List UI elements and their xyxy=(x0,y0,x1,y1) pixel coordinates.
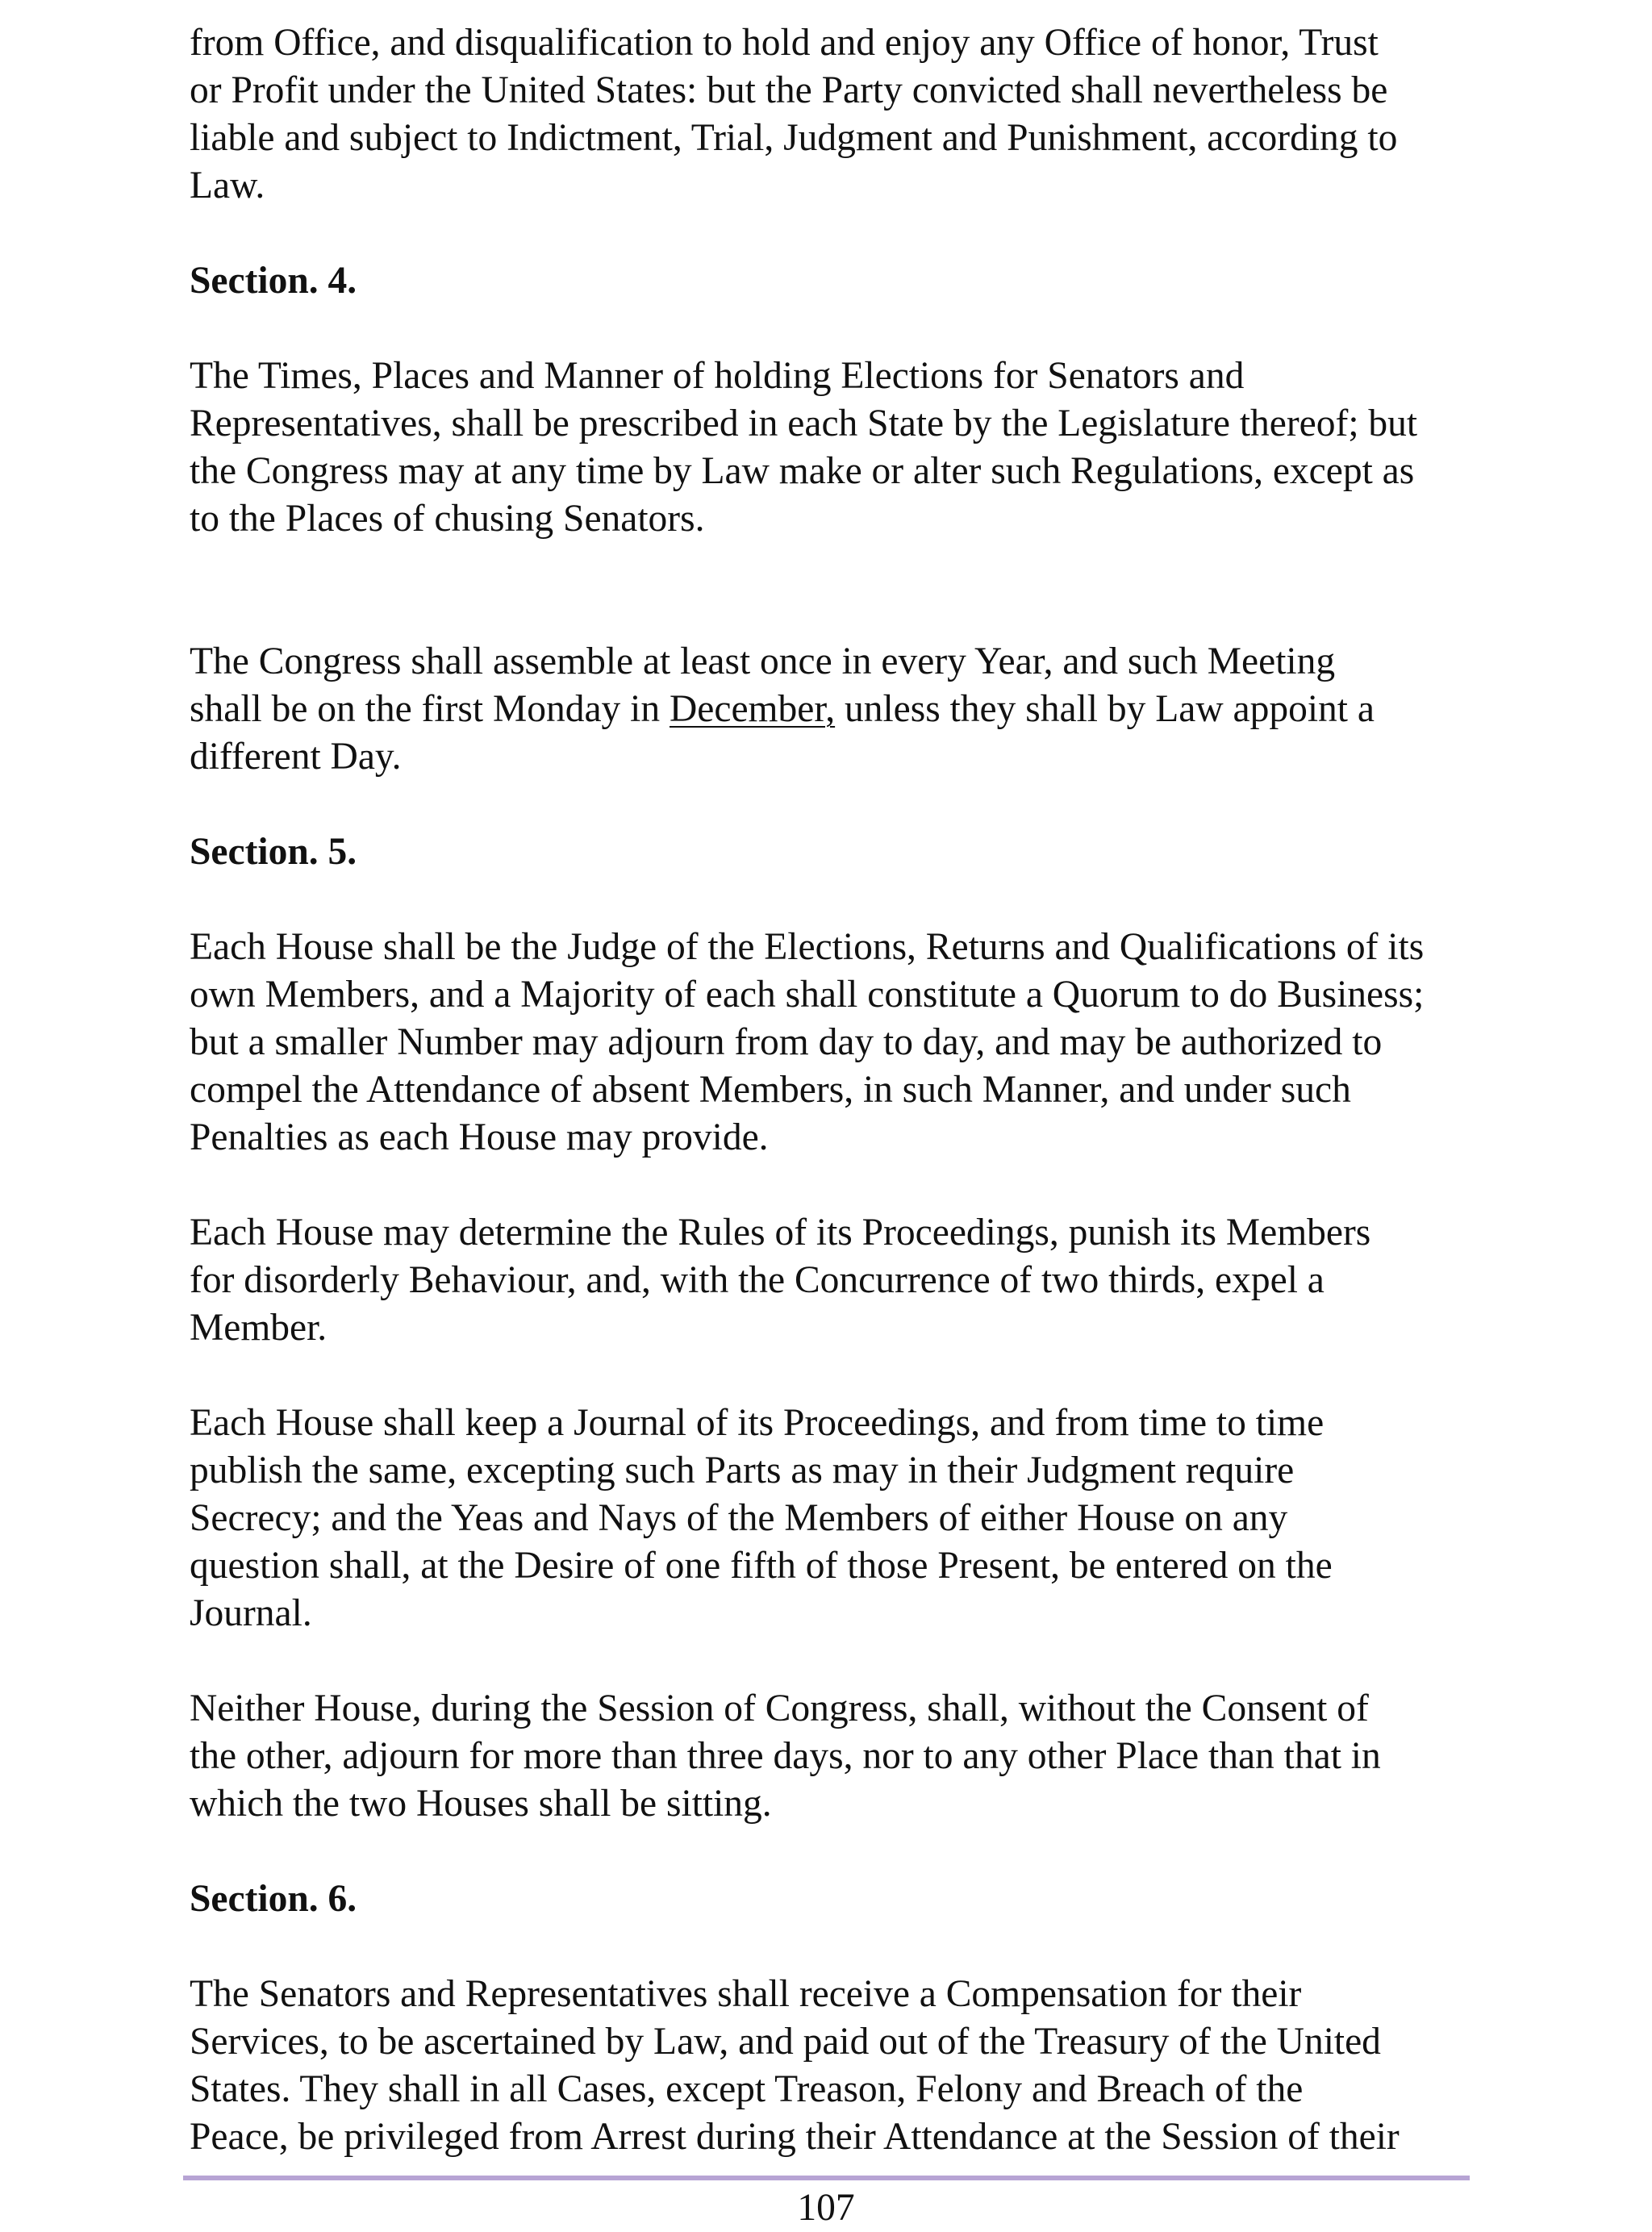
paragraph-house-rules xyxy=(190,1209,1480,1352)
text-line: Each House shall keep a Journal of its Proceedings, and from time to time xyxy=(190,1402,1325,1444)
section-6-heading: Section. 6. xyxy=(190,1878,357,1920)
text-line: The Times, Places and Manner of holding Elections for Senators and xyxy=(190,355,1245,397)
text-line: for disorderly Behaviour, and, with the Concurrence of two thirds, expel a xyxy=(190,1259,1325,1301)
text-line: Law. xyxy=(190,165,265,207)
text-line: which the two Houses shall be sitting. xyxy=(190,1783,772,1825)
text-line: Each House shall be the Judge of the Elections, Returns and Qualifications of its xyxy=(190,926,1425,968)
text-line: Member. xyxy=(190,1307,327,1349)
underlined-december: December, xyxy=(669,688,836,730)
text-line: to the Places of chusing Senators. xyxy=(190,498,705,540)
text-line: from Office, and disqualification to hold and enjoy any Office of honor, Trust xyxy=(190,22,1379,64)
paragraph-house-judge xyxy=(190,924,1480,1162)
paragraph-elections xyxy=(190,353,1480,543)
text-line: the other, adjourn for more than three days, nor to any other Place than that in xyxy=(190,1735,1381,1777)
document-page xyxy=(190,19,1480,2161)
text-line: Secrecy; and the Yeas and Nays of the Members of either House on any xyxy=(190,1497,1288,1539)
paragraph-impeachment-judgment xyxy=(190,19,1480,210)
text-line: Services, to be ascertained by Law, and paid out of the Treasury of the United xyxy=(190,2021,1381,2063)
text-segment: unless they shall by Law appoint a xyxy=(835,688,1375,730)
text-line: Penalties as each House may provide. xyxy=(190,1116,769,1158)
text-line: Peace, be privileged from Arrest during their Attendance at the Session of their xyxy=(190,2116,1400,2158)
footer-rule xyxy=(183,2176,1470,2180)
paragraph-congress-assemble xyxy=(190,638,1480,781)
text-line: publish the same, excepting such Parts as may in their Judgment require xyxy=(190,1450,1295,1491)
text-line: but a smaller Number may adjourn from day to day, and may be authorized to xyxy=(190,1021,1383,1063)
text-segment: shall be on the first Monday in xyxy=(190,688,670,730)
text-line: question shall, at the Desire of one fifth of those Present, be entered on the xyxy=(190,1545,1333,1587)
paragraph-adjournment xyxy=(190,1685,1480,1828)
text-line: the Congress may at any time by Law make or alter such Regulations, except as xyxy=(190,450,1415,492)
page-number: 107 xyxy=(797,2187,855,2229)
text-line: own Members, and a Majority of each shall constitute a Quorum to do Business; xyxy=(190,974,1425,1016)
text-line: Each House may determine the Rules of its Proceedings, punish its Members xyxy=(190,1212,1371,1254)
text-line: Journal. xyxy=(190,1592,312,1634)
text-line: different Day. xyxy=(190,736,402,778)
text-line: The Congress shall assemble at least once in every Year, and such Meeting xyxy=(190,640,1336,682)
section-4-heading: Section. 4. xyxy=(190,260,357,302)
text-line: or Profit under the United States: but the Party convicted shall nevertheless be xyxy=(190,69,1388,111)
paragraph-compensation xyxy=(190,1971,1480,2161)
text-line: The Senators and Representatives shall receive a Compensation for their xyxy=(190,1973,1302,2015)
text-line: compel the Attendance of absent Members, in such Manner, and under such xyxy=(190,1069,1351,1111)
text-line xyxy=(190,686,1480,733)
text-line: States. They shall in all Cases, except Treason, Felony and Breach of the xyxy=(190,2068,1304,2110)
text-line: Neither House, during the Session of Congress, shall, without the Consent of xyxy=(190,1688,1369,1729)
paragraph-house-journal xyxy=(190,1400,1480,1637)
section-5-heading: Section. 5. xyxy=(190,831,357,873)
text-line: liable and subject to Indictment, Trial, Judgment and Punishment, according to xyxy=(190,117,1398,159)
text-line: Representatives, shall be prescribed in each State by the Legislature thereof; but xyxy=(190,403,1418,444)
